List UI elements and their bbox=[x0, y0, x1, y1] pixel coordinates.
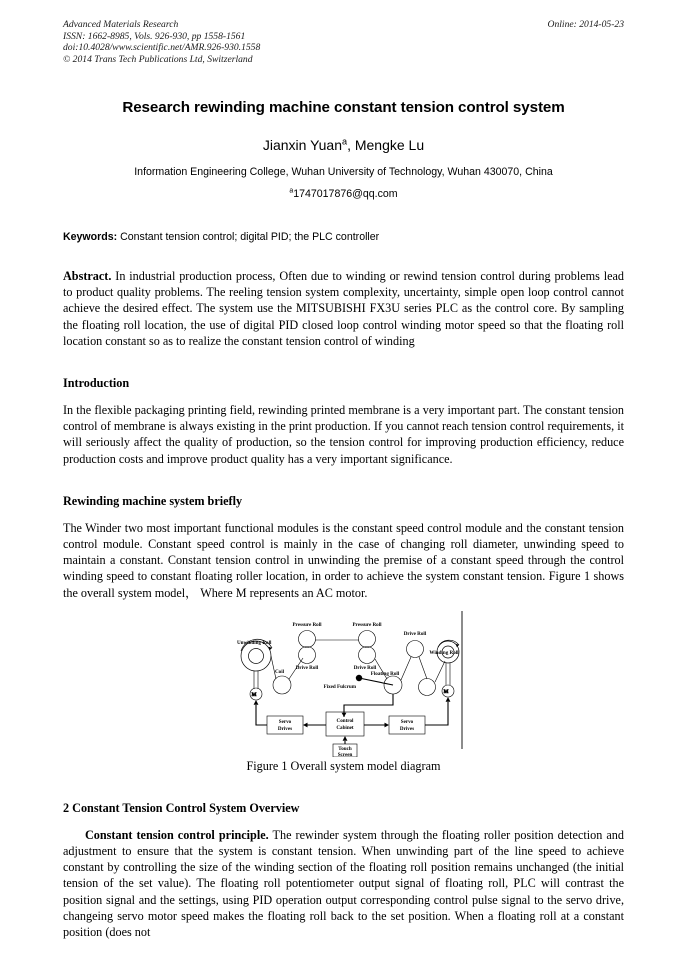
author-marker-1: a bbox=[342, 136, 348, 147]
online-date: Online: 2014-05-23 bbox=[547, 19, 624, 30]
keywords-line bbox=[63, 231, 624, 243]
pressure-roll-2 bbox=[358, 630, 375, 647]
label-floating-roll: Floating Roll bbox=[370, 670, 399, 677]
idler-roll bbox=[418, 678, 435, 695]
affiliation: Information Engineering College, Wuhan University of Technology, Wuhan 430070, China bbox=[134, 166, 553, 178]
overview-lead-in: Constant tension control principle. bbox=[85, 827, 269, 842]
email-address: 1747017876@qq.com bbox=[293, 188, 398, 200]
author-list bbox=[63, 137, 624, 153]
journal-doi: doi:10.4028/www.scientific.net/AMR.926-930.1558 bbox=[63, 42, 261, 54]
journal-name: Advanced Materials Research bbox=[63, 19, 179, 30]
journal-header-left bbox=[63, 19, 624, 65]
abstract-text: In industrial production process, Often due to winding or rewind tension control during problems lead to product quality problems. The reeling tension system complexity, uncertainty, simple open loop control cannot achieve the desired effect. The system use the MITSUBISHI FX3U series PLC as the control core. By sampling the floating roll location, the use of digital PID closed loop control winding motor speed so that the floating roll location constant so as to realize the constant tension control of winding bbox=[63, 269, 624, 348]
label-winding-roll: Winding Roll bbox=[428, 649, 459, 656]
drive-roll-1 bbox=[298, 646, 315, 663]
label-drive-roll-1: Drive Roll bbox=[295, 664, 318, 671]
label-unwinding-roll: Unwinding Roll bbox=[236, 639, 271, 646]
section-paragraph-introduction: In the flexible packaging printing field, rewinding printed membrane is a very important part. The constant tension control of membrane is always existing in the print production. If you cannot reach tension control requirements, it will seriously affect the quality of production, so the tension control for improving production efficiency, reduce production costs and improve product quality has a very important significance. bbox=[63, 403, 624, 466]
label-servo-drives-right-2: Drives bbox=[399, 725, 414, 732]
web-idler-to-winding bbox=[435, 661, 445, 682]
arrow-servo-right-to-motor-head bbox=[445, 697, 450, 702]
label-control-cabinet-1: Control bbox=[336, 717, 353, 724]
figure-1-caption: Figure 1 Overall system model diagram bbox=[246, 758, 441, 773]
floating-roll-signal-arrow bbox=[341, 713, 346, 717]
label-servo-drives-left-2: Drives bbox=[277, 725, 292, 732]
journal-header bbox=[63, 0, 624, 81]
label-control-cabinet-2: Cabinet bbox=[335, 724, 354, 731]
drive-roll-2 bbox=[358, 646, 375, 663]
fulcrum-arm bbox=[359, 678, 393, 685]
figure-1-diagram bbox=[219, 609, 469, 757]
web-drive3-to-idler bbox=[419, 657, 427, 679]
section-paragraph-overview bbox=[63, 816, 624, 940]
line-servo-left-to-motor bbox=[256, 705, 267, 725]
abstract-label: Abstract. bbox=[63, 269, 112, 283]
label-fixed-fulcrum: Fixed Fulcrum bbox=[323, 683, 356, 690]
arrow-touch-to-cabinet-head bbox=[342, 736, 347, 741]
label-drive-roll-2: Drive Roll bbox=[353, 664, 376, 671]
section-paragraph-rewinding: The Winder two most important functional modules is the constant speed control module and the constant tension control module. Constant speed control is mainly in the case of changing roll diameter, unwinding speed to maintain a constant. Constant tension control in unwinding the premise of a constant speed through the control winding speed to constant floating roller location, in order to achieve the system constant tension. Figure 1 shows the overall system model， Where M represents an AC motor. bbox=[63, 520, 624, 600]
line-servo-right-to-motor bbox=[425, 702, 448, 725]
arrow-cabinet-to-servo-left-head bbox=[303, 722, 308, 727]
author-separator: , bbox=[347, 137, 355, 153]
web-floating-to-drive3 bbox=[401, 657, 411, 680]
motor-right-label: M bbox=[443, 688, 448, 695]
figure-1 bbox=[63, 609, 624, 774]
author-name-2: Mengke Lu bbox=[354, 137, 425, 153]
section-heading-overview: 2 Constant Tension Control System Overview bbox=[63, 800, 300, 815]
label-touch-screen-2: Screen bbox=[337, 751, 352, 757]
overview-body-text: The rewinder system through the floating roller position detection and adjustment to ensure that the system is constant tension. When unwinding part of the line speed to achieve constant by controlling the size of the winding section of the floating roll position remains unchanged (the initial tension of the set value). The floating roll potentiometer output signal of floating roll, PLC will contrast the position signal and the settings, using PID operation output corresponding control pulse signal to the servo drive, changeing servo motor speed makes the floating roll back to the set position. When a floating roll at a constant position (does not bbox=[63, 827, 624, 940]
label-drive-roll-3: Drive Roll bbox=[403, 630, 426, 637]
arrow-cabinet-to-servo-right-head bbox=[384, 722, 389, 727]
section-heading-rewinding: Rewinding machine system briefly bbox=[63, 493, 243, 508]
page-content bbox=[63, 0, 624, 940]
author-email bbox=[63, 188, 624, 200]
pressure-roll-1 bbox=[298, 630, 315, 647]
label-touch-screen-1: Touch bbox=[337, 745, 352, 752]
keywords-value: Constant tension control; digital PID; the PLC controller bbox=[117, 231, 380, 243]
drive-roll-3 bbox=[406, 640, 423, 657]
web-unwind-to-coil bbox=[271, 656, 276, 679]
label-pressure-roll-2: Pressure Roll bbox=[351, 621, 382, 628]
unwinding-roll-inner bbox=[248, 648, 263, 663]
author-name-1: Jianxin Yuan bbox=[262, 137, 342, 153]
label-coil: Coil bbox=[274, 668, 284, 675]
email-marker: a bbox=[289, 187, 294, 195]
motor-left-label: M bbox=[251, 691, 256, 698]
arrow-servo-left-to-motor-head bbox=[253, 700, 258, 705]
section-heading-introduction: Introduction bbox=[63, 376, 130, 391]
journal-copyright: © 2014 Trans Tech Publications Ltd, Switzerland bbox=[63, 53, 253, 65]
label-pressure-roll-1: Pressure Roll bbox=[291, 621, 322, 628]
label-servo-drives-left-1: Servo bbox=[278, 718, 291, 725]
label-servo-drives-right-1: Servo bbox=[400, 718, 413, 725]
floating-roll-signal-line bbox=[344, 694, 393, 717]
control-cabinet-box bbox=[326, 712, 364, 736]
journal-issn: ISSN: 1662-8985, Vols. 926-930, pp 1558-1561 bbox=[63, 30, 246, 42]
abstract bbox=[63, 268, 624, 349]
page-title: Research rewinding machine constant tension control system bbox=[122, 99, 565, 116]
keywords-label: Keywords: bbox=[63, 231, 118, 243]
